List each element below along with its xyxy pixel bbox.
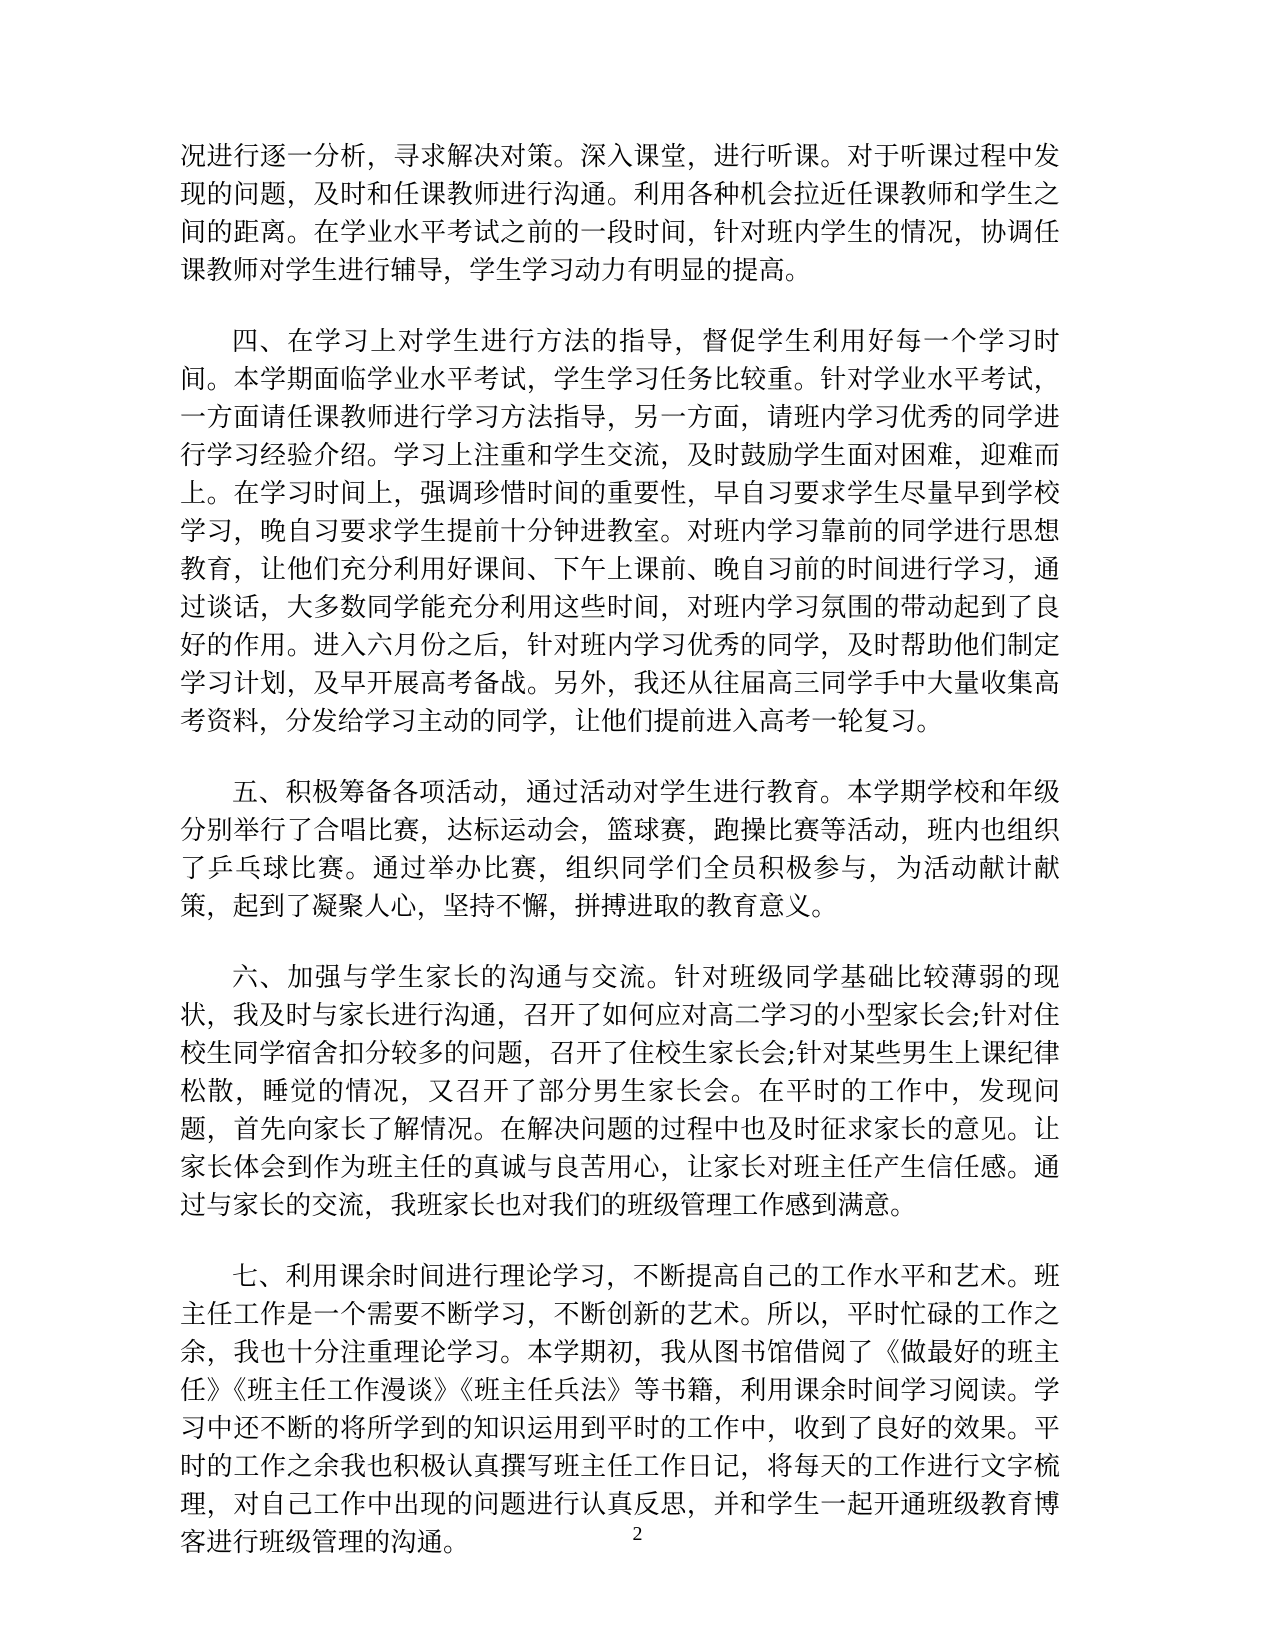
page-number: 2 [632,1523,643,1545]
paragraph-section-six-parent-communication: 六、加强与学生家长的沟通与交流。针对班级同学基础比较薄弱的现状，我及时与家长进行沟通，召开了如何应对高二学习的小型家长会;针对住校生同学宿舍扣分较多的问题，召开了住校生家长会;针对某些男生上课纪律松散，睡觉的情况，又召开了部分男生家长会。在平时的工作中，发现问题，首先向家长了解情况。在解决问题的过程中也及时征求家长的意见。让家长体会到作为班主任的真诚与良苦用心，让家长对班主任产生信任感。通过与家长的交流，我班家长也对我们的班级管理工作感到满意。 [180,963,1060,1221]
document-body [180,138,1060,1595]
paragraph-continued-analysis: 况进行逐一分析，寻求解决对策。深入课堂，进行听课。对于听课过程中发现的问题，及时和任课教师进行沟通。利用各种机会拉近任课教师和学生之间的距离。在学业水平考试之前的一段时间，针对班内学生的情况，协调任课教师对学生进行辅导，学生学习动力有明显的提高。 [180,142,1060,286]
paragraph-section-seven-theory-study: 七、利用课余时间进行理论学习，不断提高自己的工作水平和艺术。班主任工作是一个需要不断学习，不断创新的艺术。所以，平时忙碌的工作之余，我也十分注重理论学习。本学期初，我从图书馆借阅了《做最好的班主任》《班主任工作漫谈》《班主任兵法》等书籍，利用课余时间学习阅读。学习中还不断的将所学到的知识运用到平时的工作中，收到了良好的效果。平时的工作之余我也积极认真撰写班主任工作日记，将每天的工作进行文字梳理，对自己工作中出现的问题进行认真反思，并和学生一起开通班级教育博客进行班级管理的沟通。 [180,1262,1060,1558]
paragraph-section-five-activities: 五、积极筹备各项活动，通过活动对学生进行教育。本学期学校和年级分别举行了合唱比赛，达标运动会，篮球赛，跑操比赛等活动，班内也组织了乒乓球比赛。通过举办比赛，组织同学们全员积极参与，为活动献计献策，起到了凝聚人心，坚持不懈，拼搏进取的教育意义。 [180,778,1060,922]
paragraph-section-four-study-guidance: 四、在学习上对学生进行方法的指导，督促学生利用好每一个学习时间。本学期面临学业水平考试，学生学习任务比较重。针对学业水平考试，一方面请任课教师进行学习方法指导，另一方面，请班内学习优秀的同学进行学习经验介绍。学习上注重和学生交流，及时鼓励学生面对困难，迎难而上。在学习时间上，强调珍惜时间的重要性，早自习要求学生尽量早到学校学习，晚自习要求学生提前十分钟进教室。对班内学习靠前的同学进行思想教育，让他们充分利用好课间、下午上课前、晚自习前的时间进行学习，通过谈话，大多数同学能充分利用这些时间，对班内学习氛围的带动起到了良好的作用。进入六月份之后，针对班内学习优秀的同学，及时帮助他们制定学习计划，及早开展高考备战。另外，我还从往届高三同学手中大量收集高考资料，分发给学习主动的同学，让他们提前进入高考一轮复习。 [180,327,1060,737]
